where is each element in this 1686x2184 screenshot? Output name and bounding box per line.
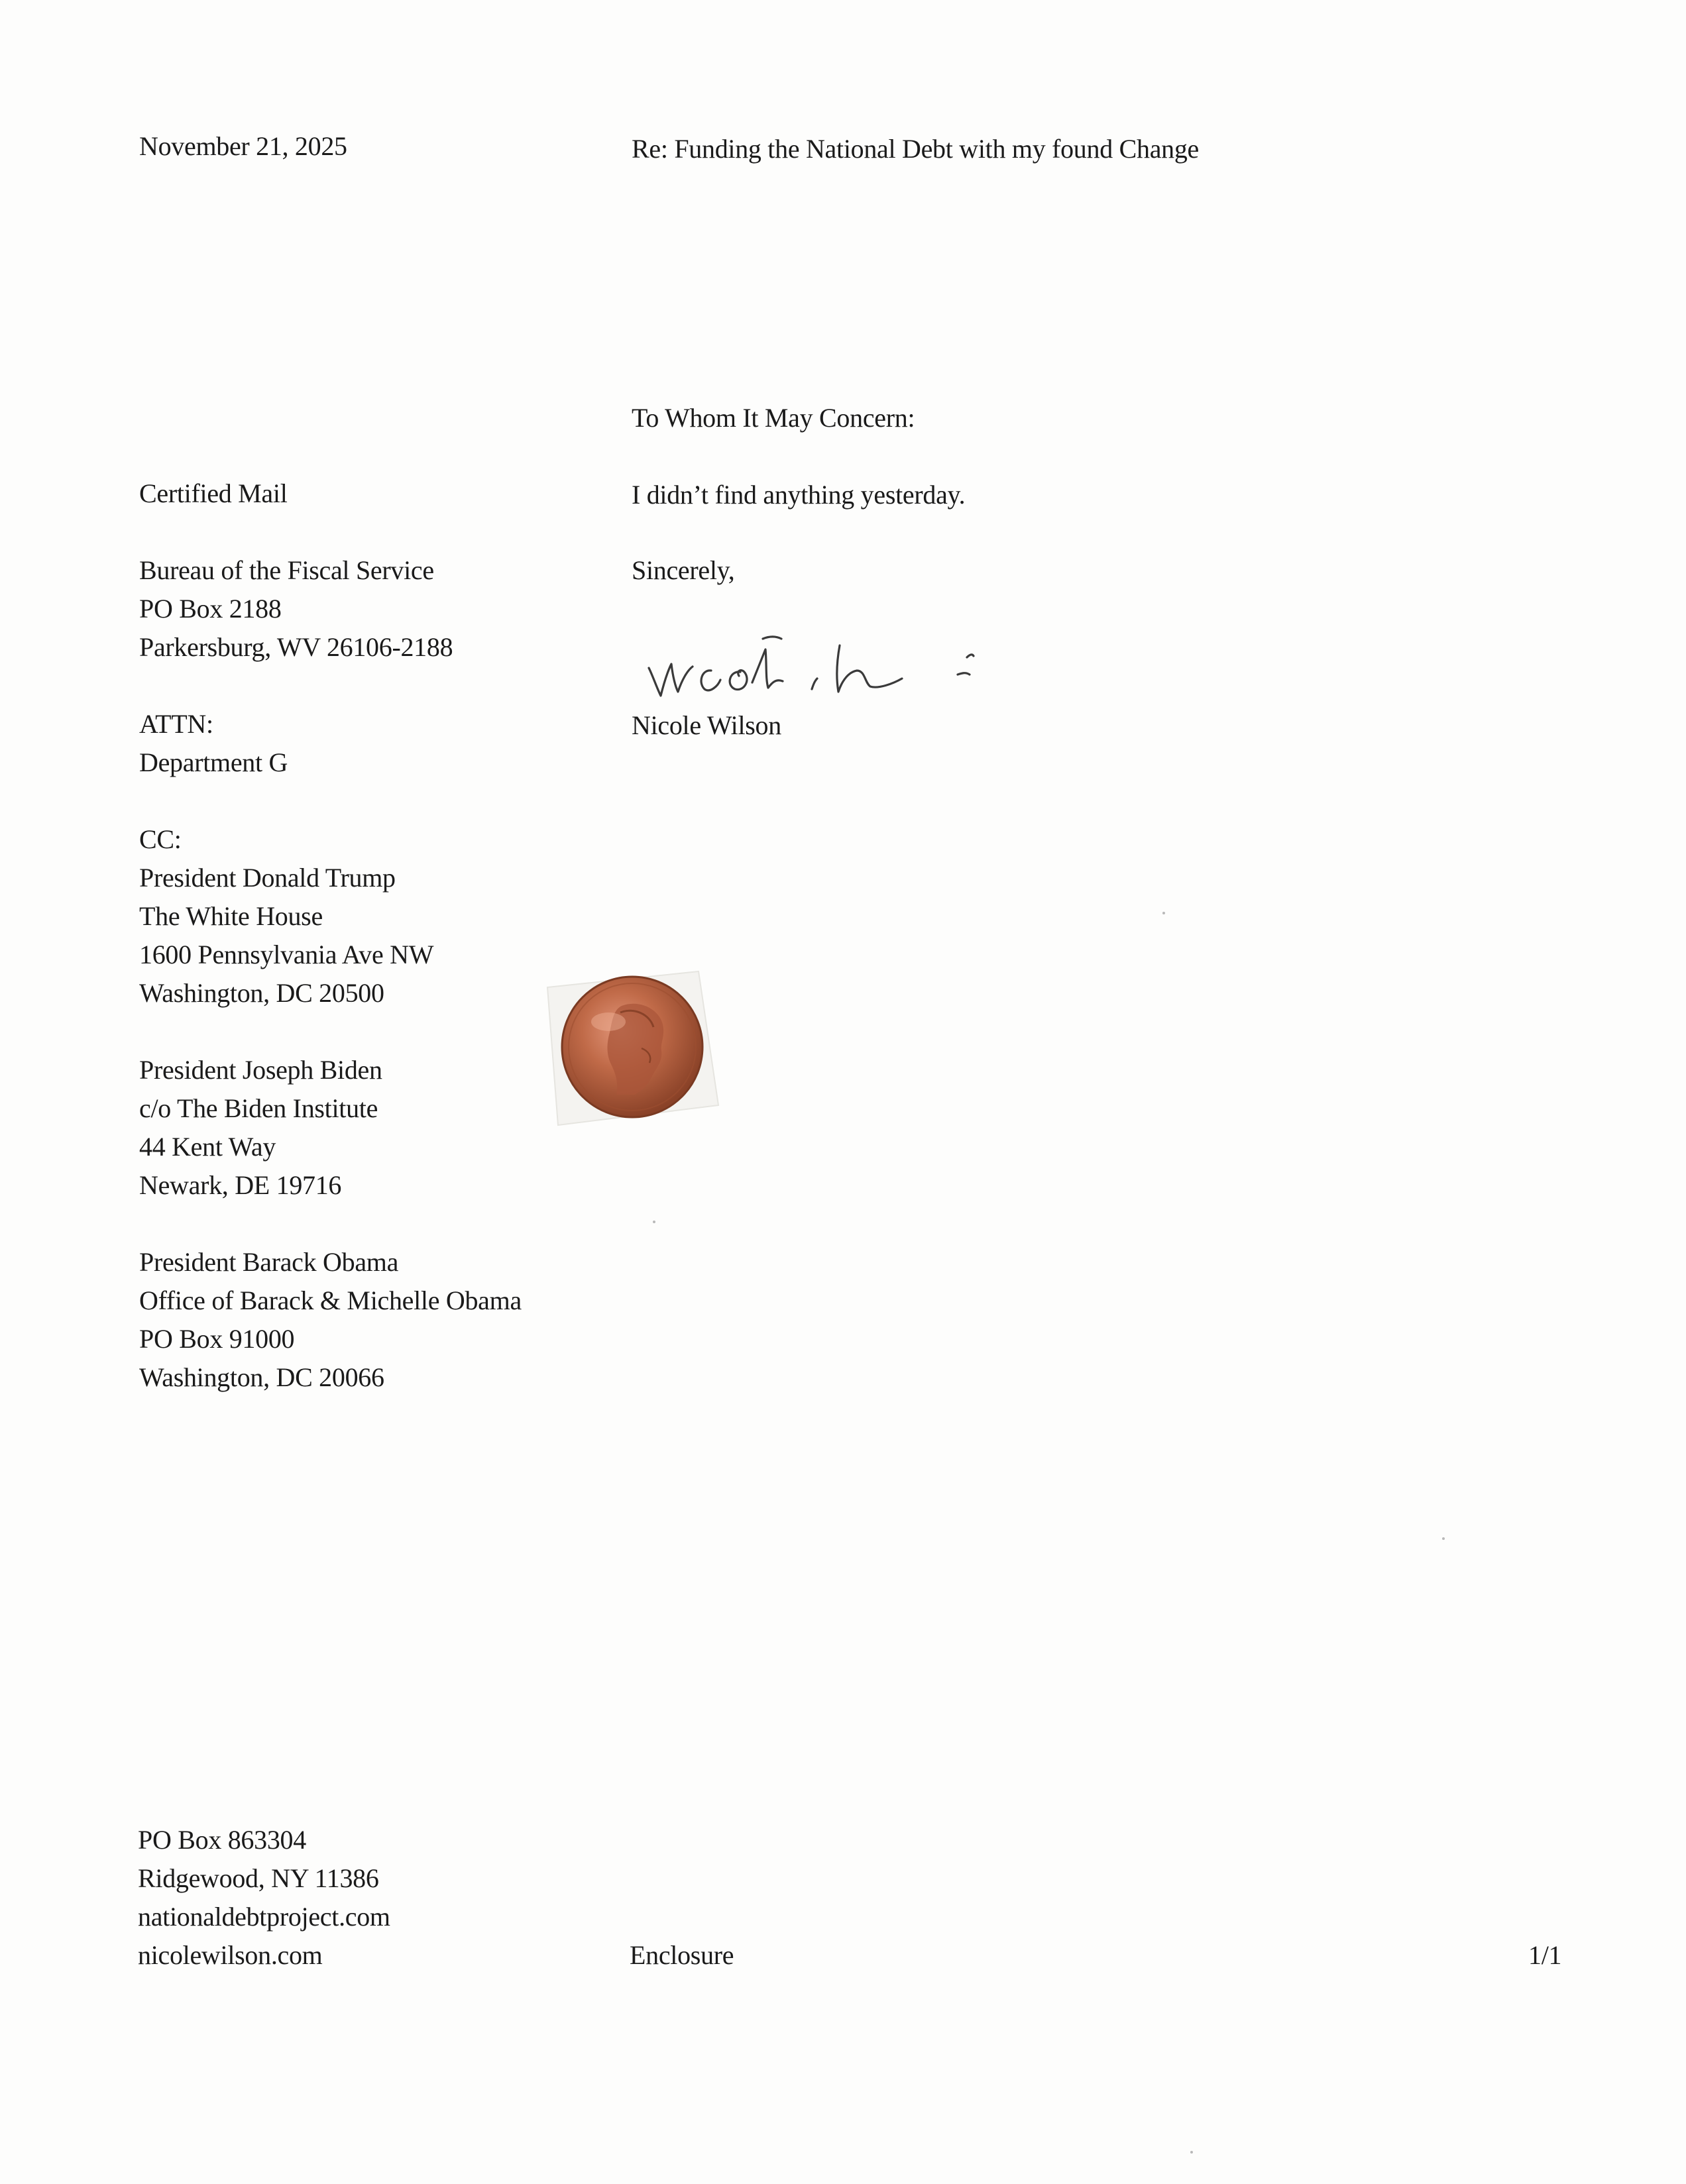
cc-label: CC:	[139, 824, 182, 854]
letter-body: I didn’t find anything yesterday.	[632, 480, 966, 510]
address-line: Bureau of the Fiscal Service	[139, 555, 434, 585]
delivery-method: Certified Mail	[139, 478, 288, 508]
enclosure-label: Enclosure	[630, 1940, 734, 1970]
footer-website-link[interactable]: nicolewilson.com	[138, 1940, 323, 1970]
footer-website-link[interactable]: nationaldebtproject.com	[138, 1902, 390, 1932]
address-line: President Joseph Biden	[139, 1055, 382, 1085]
address-line: Newark, DE 19716	[139, 1170, 342, 1200]
address-line: PO Box 2188	[139, 594, 282, 624]
page-number: 1/1	[1528, 1940, 1562, 1970]
closing: Sincerely,	[632, 555, 735, 585]
cc-block-trump	[139, 820, 433, 1012]
address-line: 44 Kent Way	[139, 1132, 276, 1162]
address-line: Parkersburg, WV 26106-2188	[139, 632, 453, 662]
address-line: c/o The Biden Institute	[139, 1093, 378, 1123]
address-line: 1600 Pennsylvania Ave NW	[139, 940, 434, 969]
footer-line: Ridgewood, NY 11386	[138, 1863, 379, 1893]
signer-name: Nicole Wilson	[632, 710, 781, 740]
address-line: Washington, DC 20066	[139, 1362, 384, 1392]
penny-coin-icon	[542, 969, 721, 1128]
salutation: To Whom It May Concern:	[632, 403, 915, 433]
scan-speck	[1162, 912, 1165, 914]
address-line: Washington, DC 20500	[139, 978, 384, 1008]
signature	[646, 623, 991, 709]
address-line: President Donald Trump	[139, 863, 396, 893]
attention-block	[139, 705, 288, 782]
letter-date: November 21, 2025	[139, 131, 347, 161]
letter-subject: Re: Funding the National Debt with my found Change	[632, 134, 1199, 164]
attention-label: ATTN:	[139, 709, 213, 739]
footer-line: PO Box 863304	[138, 1825, 306, 1855]
address-line: Office of Barack & Michelle Obama	[139, 1285, 522, 1315]
scan-speck	[1190, 2151, 1193, 2154]
address-line: The White House	[139, 901, 323, 931]
scan-speck	[1442, 1537, 1445, 1540]
recipient-address	[139, 551, 453, 667]
address-line: PO Box 91000	[139, 1324, 295, 1354]
cc-block-biden	[139, 1051, 382, 1205]
attention-department: Department G	[139, 747, 288, 777]
scan-speck	[653, 1221, 655, 1223]
address-line: President Barack Obama	[139, 1247, 399, 1277]
sender-footer	[138, 1821, 390, 1975]
cc-block-obama	[139, 1243, 522, 1397]
